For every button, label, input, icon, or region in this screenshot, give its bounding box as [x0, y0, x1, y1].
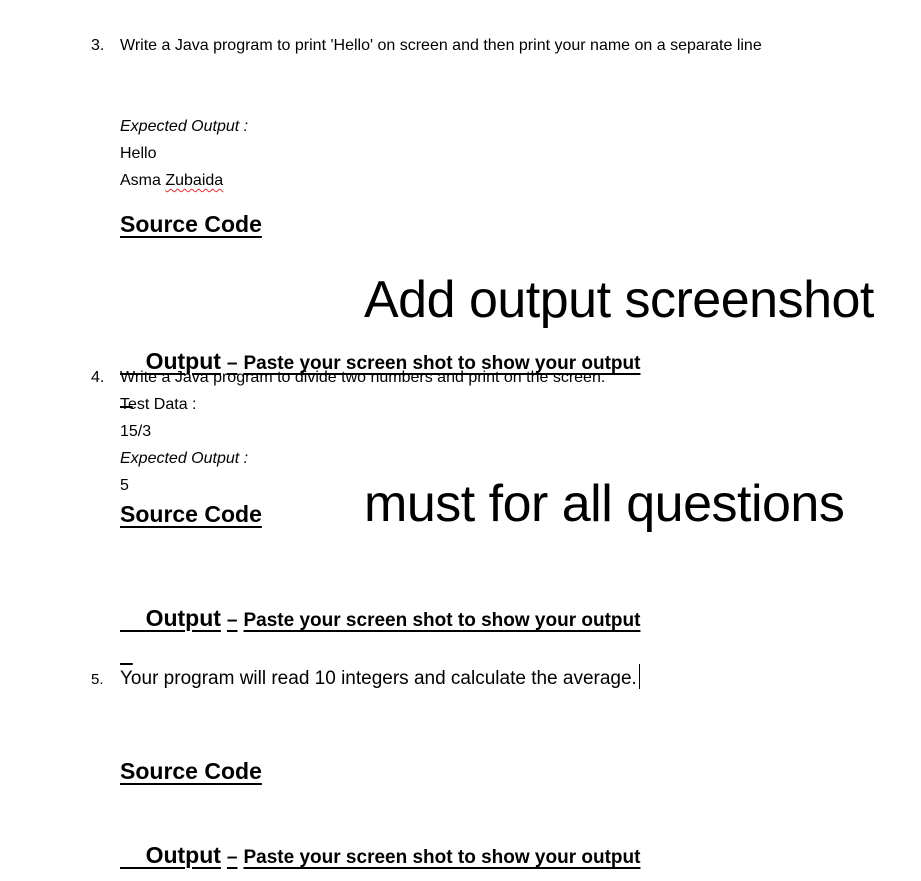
question-3-row [91, 32, 825, 59]
question-4-number: 4. [91, 369, 105, 386]
q4-output-heading-line [120, 573, 640, 666]
output-dash: – [226, 847, 238, 868]
output-dash: – [226, 610, 238, 631]
q4-test-data-value: 15/3 [120, 423, 152, 440]
misspelled-word: Zubaida [165, 172, 224, 189]
question-3-text: Write a Java program to print 'Hello' on screen and then print your name on a separate line [120, 37, 762, 54]
q3-expected-output-label: Expected Output : [120, 118, 249, 135]
question-4-text: Write a Java program to divide two numbers and print on the screen. [120, 369, 606, 386]
question-3-number: 3. [91, 37, 105, 54]
q3-expected-output-value: Hello [120, 145, 157, 162]
output-instruction: Paste your screen shot to show your output [243, 353, 641, 374]
question-5-number: 5. [91, 671, 104, 688]
q4-test-data-label: Test Data : [120, 396, 197, 413]
q3-student-name-line [120, 167, 223, 194]
output-instruction: Paste your screen shot to show your output [243, 847, 641, 868]
question-5-row [91, 664, 840, 693]
q5-output-heading-line [120, 810, 640, 881]
question-4-row [91, 364, 825, 391]
q5-source-code-heading: Source Code [120, 758, 262, 784]
annotation-line-2: must for all questions [364, 475, 845, 533]
student-first-name: Asma [120, 172, 166, 189]
q3-output-heading-line [120, 316, 640, 409]
question-5-text [120, 664, 840, 693]
q4-source-code-heading: Source Code [120, 501, 262, 527]
question-5-text-content: Your program will read 10 integers and calculate the average. [120, 668, 637, 689]
annotation-line-1: Add output screenshot [364, 271, 874, 329]
q4-expected-output-value: 5 [120, 477, 129, 494]
output-instruction: Paste your screen shot to show your output [243, 610, 641, 631]
output-heading: Output [145, 605, 221, 631]
q3-source-code-heading: Source Code [120, 211, 262, 237]
text-cursor [639, 664, 641, 689]
q4-expected-output-label: Expected Output : [120, 450, 249, 467]
output-heading: Output [145, 348, 221, 374]
output-heading: Output [145, 842, 221, 868]
output-dash: – [226, 353, 238, 374]
